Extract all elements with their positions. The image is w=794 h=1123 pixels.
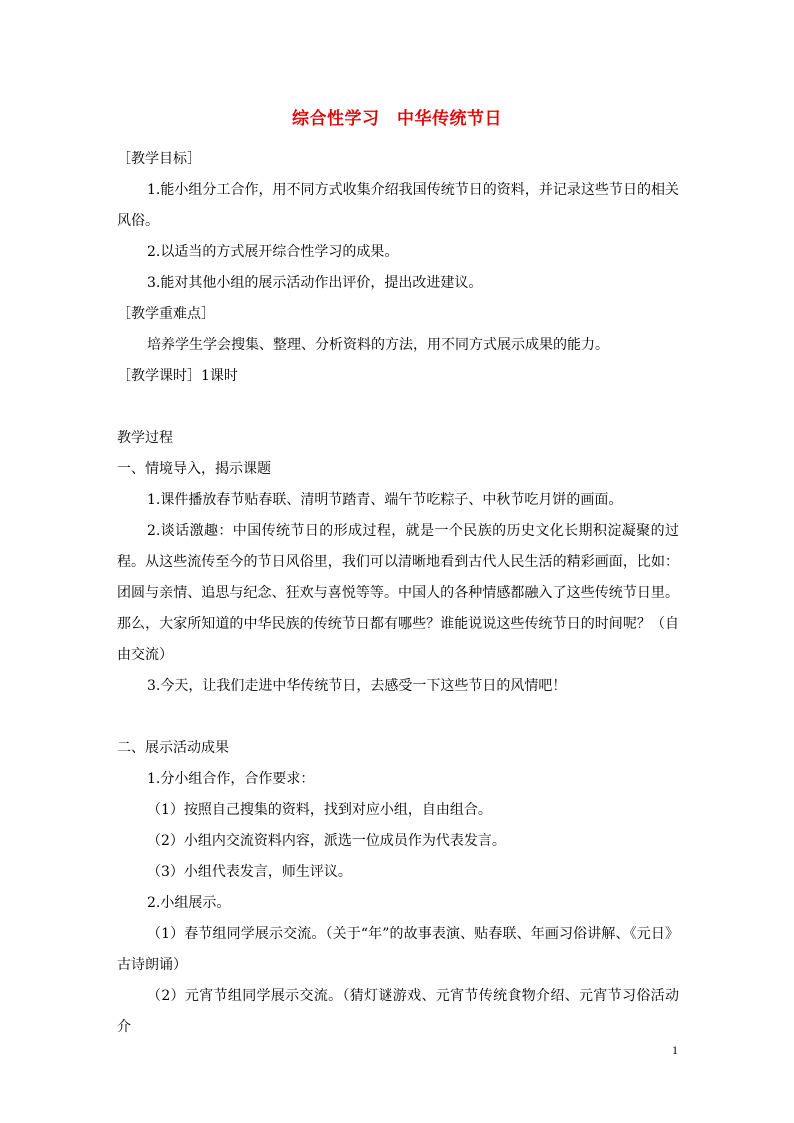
sub-step-item: （1）按照自己搜集的资料，找到对应小组，自由组合。 [147,802,492,818]
sub-step-item: （2）元宵节组同学展示交流。（猜灯谜游戏、元宵节传统食物介绍、元宵节习俗活动介 [117,988,679,1035]
page-number: 1 [672,1043,678,1057]
sub-step-item: （2）小组内交流资料内容，派选一位成员作为代表发言。 [147,833,506,849]
class-hours-text: ［教学课时］1课时 [117,368,238,384]
step-item: 3.今天，让我们走进中华传统节日，去感受一下这些节日的风情吧！ [147,678,567,694]
spacer [117,392,679,423]
sub-step-item: （1）春节组同学展示交流。（关于“年”的故事表演、贴春联、年画习俗讲解、《元日》古诗朗诵） [117,926,679,973]
key-points-text: 培养学生学会搜集、整理、分析资料的方法，用不同方式展示成果的能力。 [147,337,609,353]
objective-item: 1.能小组分工合作，用不同方式收集介绍我国传统节日的资料，并记录这些节日的相关风俗。 [117,182,679,229]
spacer [117,702,679,733]
objective-item: 2.以适当的方式展开综合性学习的成果。 [147,244,399,260]
section-heading-objectives: ［教学目标］ [117,151,201,167]
document-body [117,144,679,1043]
step-item: 2.小组展示。 [147,895,231,911]
sub-step-item: （3）小组代表发言，师生评议。 [147,864,352,880]
step-heading-presentation: 二、展示活动成果 [117,740,229,756]
step-item: 1.课件播放春节贴春联、清明节踏青、端午节吃粽子、中秋节吃月饼的画面。 [147,492,623,508]
step-heading-introduction: 一、情境导入，揭示课题 [117,461,271,477]
section-heading-process: 教学过程 [117,430,173,446]
step-item: 1.分小组合作，合作要求： [147,771,315,787]
objective-item: 3.能对其他小组的展示活动作出评价，提出改进建议。 [147,275,483,291]
document-title: 综合性学习 中华传统节日 [292,109,502,129]
step-item: 2.谈话激趣：中国传统节日的形成过程，就是一个民族的历史文化长期积淀凝聚的过程。从这些流传至今的节日风俗里，我们可以清晰地看到古代人民生活的精彩画面，比如：团圆与亲情、追思与纪念、狂欢与喜悦等等。中国人的各种情感都融入了这些传统节日里。那么，大家所知道的中华民族的传统节日都有哪些？谁能说说这些传统节日的时间呢？（自由交流） [117,523,679,663]
section-heading-key-points: ［教学重难点］ [117,306,215,322]
